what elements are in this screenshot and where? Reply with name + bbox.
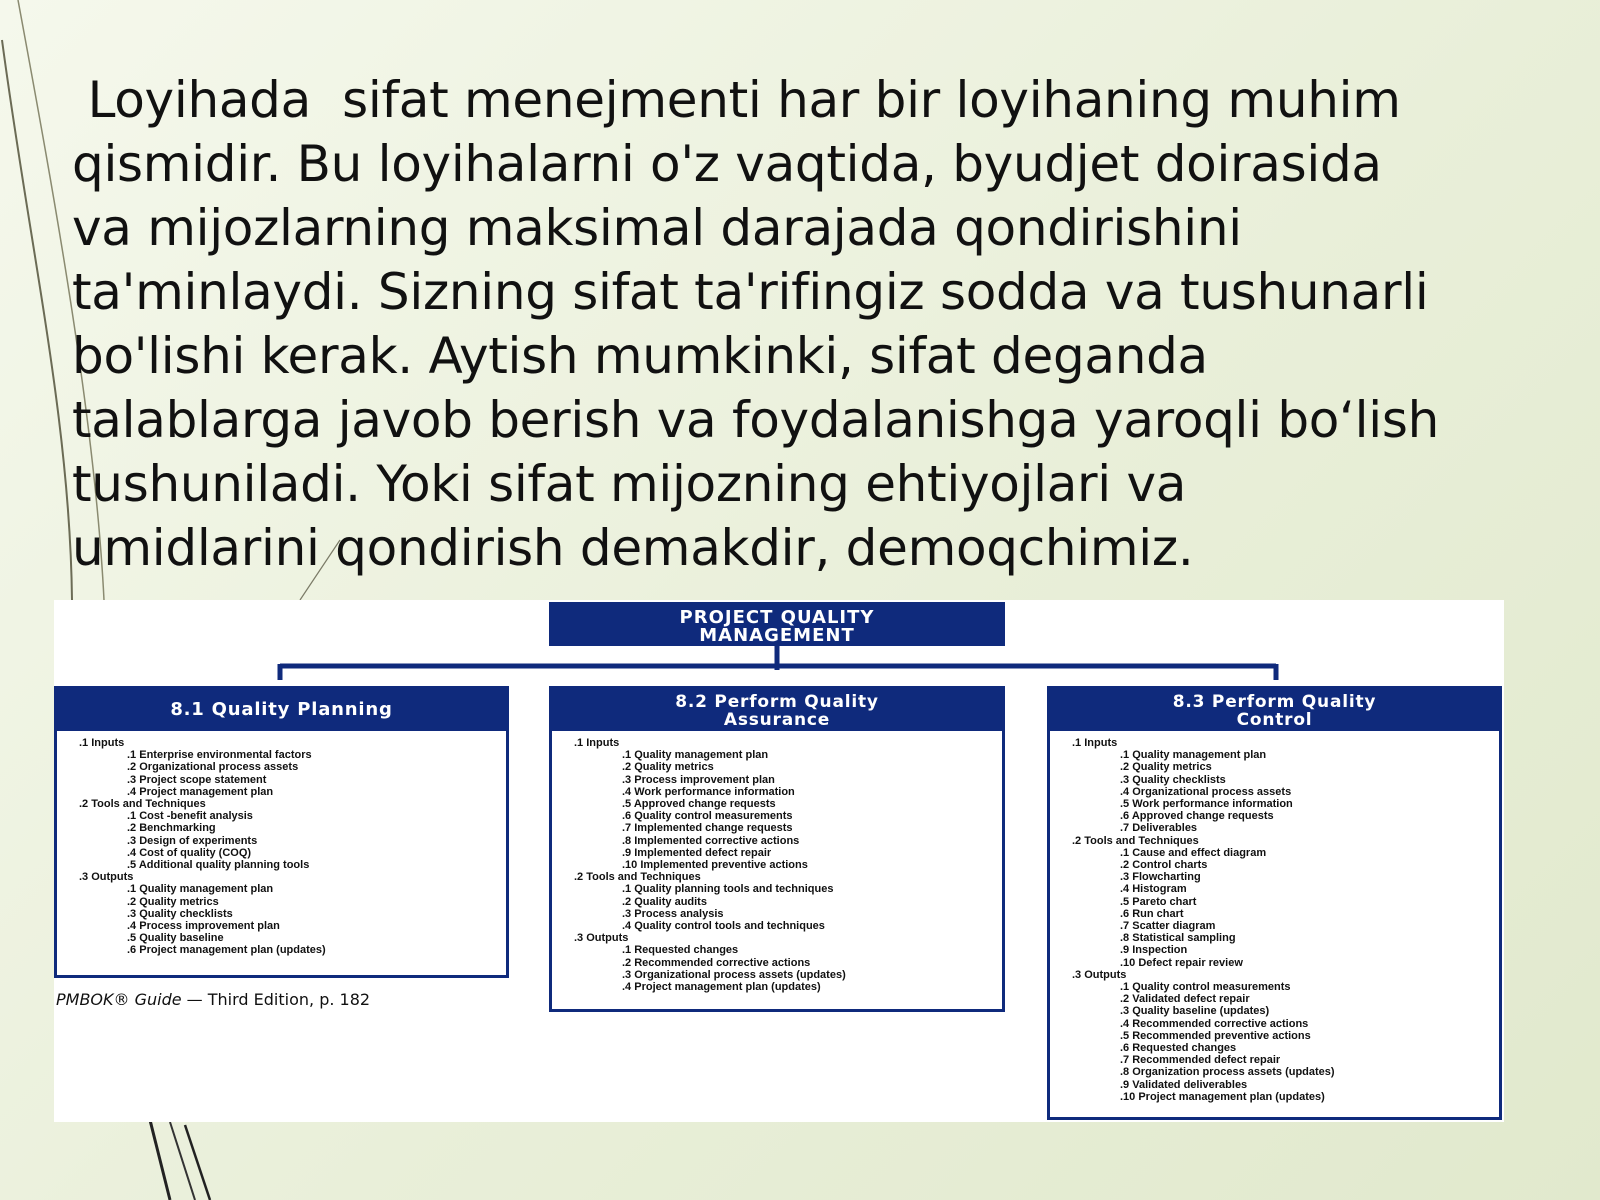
process-box-title: Assurance [723, 710, 831, 730]
process-box-body [57, 731, 506, 957]
section-item: .5 Recommended preventive actions [1120, 1029, 1311, 1042]
section-item: .2 Validated defect repair [1120, 993, 1250, 1006]
process-box-title: 8.3 Perform Quality [1172, 692, 1377, 712]
section-item: .8 Statistical sampling [1120, 932, 1236, 945]
section-item: .4 Project management plan (updates) [622, 981, 821, 994]
diagram-title-line: MANAGEMENT [699, 625, 855, 646]
section-item: .9 Validated deliverables [1120, 1078, 1248, 1091]
process-box-header [552, 689, 1002, 731]
process-box-body [552, 731, 1002, 993]
section-item: .5 Pareto chart [1120, 895, 1197, 908]
section-item: .2 Benchmarking [127, 822, 216, 835]
section-item: .7 Deliverables [1120, 822, 1198, 835]
section-item: .1 Cause and effect diagram [1120, 846, 1267, 859]
section-item: .10 Implemented preventive actions [622, 859, 808, 872]
section-item: .3 Process improvement plan [622, 773, 775, 786]
quality-management-diagram [54, 600, 1504, 1122]
section-item: .5 Approved change requests [622, 798, 776, 811]
section-heading: .2 Tools and Techniques [79, 798, 206, 811]
section-item: .8 Implemented corrective actions [622, 834, 800, 847]
section-item: .10 Defect repair review [1120, 956, 1243, 969]
section-heading: .3 Outputs [574, 932, 629, 945]
section-heading: .2 Tools and Techniques [574, 871, 701, 884]
section-item: .2 Organizational process assets [127, 761, 299, 774]
section-item: .1 Enterprise environmental factors [127, 749, 312, 762]
section-heading: .2 Tools and Techniques [1072, 834, 1199, 847]
section-item: .4 Organizational process assets [1120, 785, 1292, 798]
process-box-title: Control [1236, 710, 1313, 730]
section-item: .2 Quality metrics [127, 895, 219, 908]
section-item: .6 Approved change requests [1120, 810, 1274, 823]
paragraph-text [72, 68, 1552, 580]
section-item: .6 Requested changes [1120, 1042, 1237, 1055]
section-item: .3 Process analysis [622, 907, 724, 920]
section-item: .1 Quality management plan [622, 749, 769, 762]
section-item: .1 Quality planning tools and techniques [622, 883, 834, 896]
section-item: .6 Run chart [1120, 907, 1184, 920]
citation-title: PMBOK® Guide [56, 990, 182, 1009]
section-item: .4 Histogram [1120, 883, 1187, 896]
section-item: .7 Recommended defect repair [1120, 1054, 1281, 1067]
process-box-header [57, 689, 506, 731]
section-item: .2 Quality metrics [1120, 761, 1212, 774]
paragraph-line: va mijozlarning maksimal darajada qondirishini [72, 199, 1242, 257]
paragraph-line: talablarga javob berish va foydalanishga yaroqli bo‘lish [72, 391, 1439, 449]
section-item: .3 Project scope statement [127, 773, 267, 786]
section-heading: .3 Outputs [79, 871, 134, 884]
section-item: .1 Quality management plan [1120, 749, 1267, 762]
section-item: .4 Process improvement plan [127, 920, 280, 933]
section-heading: .1 Inputs [1072, 737, 1118, 749]
section-item: .2 Quality audits [622, 895, 707, 908]
section-item: .7 Scatter diagram [1120, 920, 1216, 933]
process-box-perform-quality-assurance [549, 686, 1005, 1012]
paragraph-line: bo'lishi kerak. Aytish mumkinki, sifat deganda [72, 327, 1208, 385]
section-item: .3 Quality baseline (updates) [1120, 1005, 1270, 1018]
process-box-perform-quality-control [1047, 686, 1502, 1120]
section-item: .1 Cost -benefit analysis [127, 810, 253, 823]
section-item: .6 Quality control measurements [622, 810, 793, 823]
paragraph-line: qismidir. Bu loyihalarni o'z vaqtida, byudjet doirasida [72, 135, 1382, 193]
section-item: .3 Quality checklists [1120, 773, 1226, 786]
section-item: .7 Implemented change requests [622, 822, 793, 835]
diagram-title-line: PROJECT QUALITY [679, 607, 875, 628]
citation [56, 990, 370, 1009]
section-item: .4 Cost of quality (COQ) [127, 846, 252, 859]
section-item: .3 Flowcharting [1120, 871, 1201, 884]
section-item: .2 Recommended corrective actions [622, 956, 811, 969]
section-heading: .3 Outputs [1072, 968, 1127, 981]
section-item: .5 Quality baseline [127, 932, 224, 945]
diagram-title [549, 602, 1005, 646]
citation-rest: — Third Edition, p. 182 [181, 990, 371, 1009]
section-item: .3 Organizational process assets (updates) [622, 968, 846, 981]
section-item: .3 Quality checklists [127, 907, 233, 920]
section-item: .3 Design of experiments [127, 834, 258, 847]
section-item: .1 Quality management plan [127, 883, 274, 896]
paragraph-line: ta'minlaydi. Sizning sifat ta'rifingiz sodda va tushunarli [72, 263, 1429, 321]
section-item: .9 Inspection [1120, 944, 1188, 957]
process-box-title: 8.1 Quality Planning [170, 699, 393, 720]
section-item: .4 Project management plan [127, 785, 274, 798]
paragraph-line: tushuniladi. Yoki sifat mijozning ehtiyojlari va [72, 455, 1187, 513]
section-item: .4 Recommended corrective actions [1120, 1017, 1309, 1030]
section-item: .5 Additional quality planning tools [127, 859, 310, 872]
section-item: .1 Quality control measurements [1120, 981, 1291, 994]
section-item: .2 Quality metrics [622, 761, 714, 774]
paragraph-line: Loyihada sifat menejmenti har bir loyihaning muhim [72, 71, 1401, 129]
section-item: .2 Control charts [1120, 859, 1208, 872]
process-box-title: 8.2 Perform Quality [675, 692, 879, 712]
section-item: .9 Implemented defect repair [622, 846, 772, 859]
paragraph-line: umidlarini qondirish demakdir, demoqchimiz. [72, 519, 1194, 577]
process-box-header [1050, 689, 1499, 731]
section-item: .4 Quality control tools and techniques [622, 920, 825, 933]
section-item: .4 Work performance information [622, 785, 795, 798]
process-box-body [1050, 731, 1499, 1103]
section-item: .1 Requested changes [622, 944, 739, 957]
section-item: .8 Organization process assets (updates) [1120, 1066, 1335, 1079]
section-item: .6 Project management plan (updates) [127, 944, 326, 957]
section-item: .5 Work performance information [1120, 798, 1293, 811]
section-heading: .1 Inputs [79, 737, 125, 749]
process-box-quality-planning [54, 686, 509, 978]
section-item: .10 Project management plan (updates) [1120, 1090, 1325, 1103]
section-heading: .1 Inputs [574, 737, 620, 749]
